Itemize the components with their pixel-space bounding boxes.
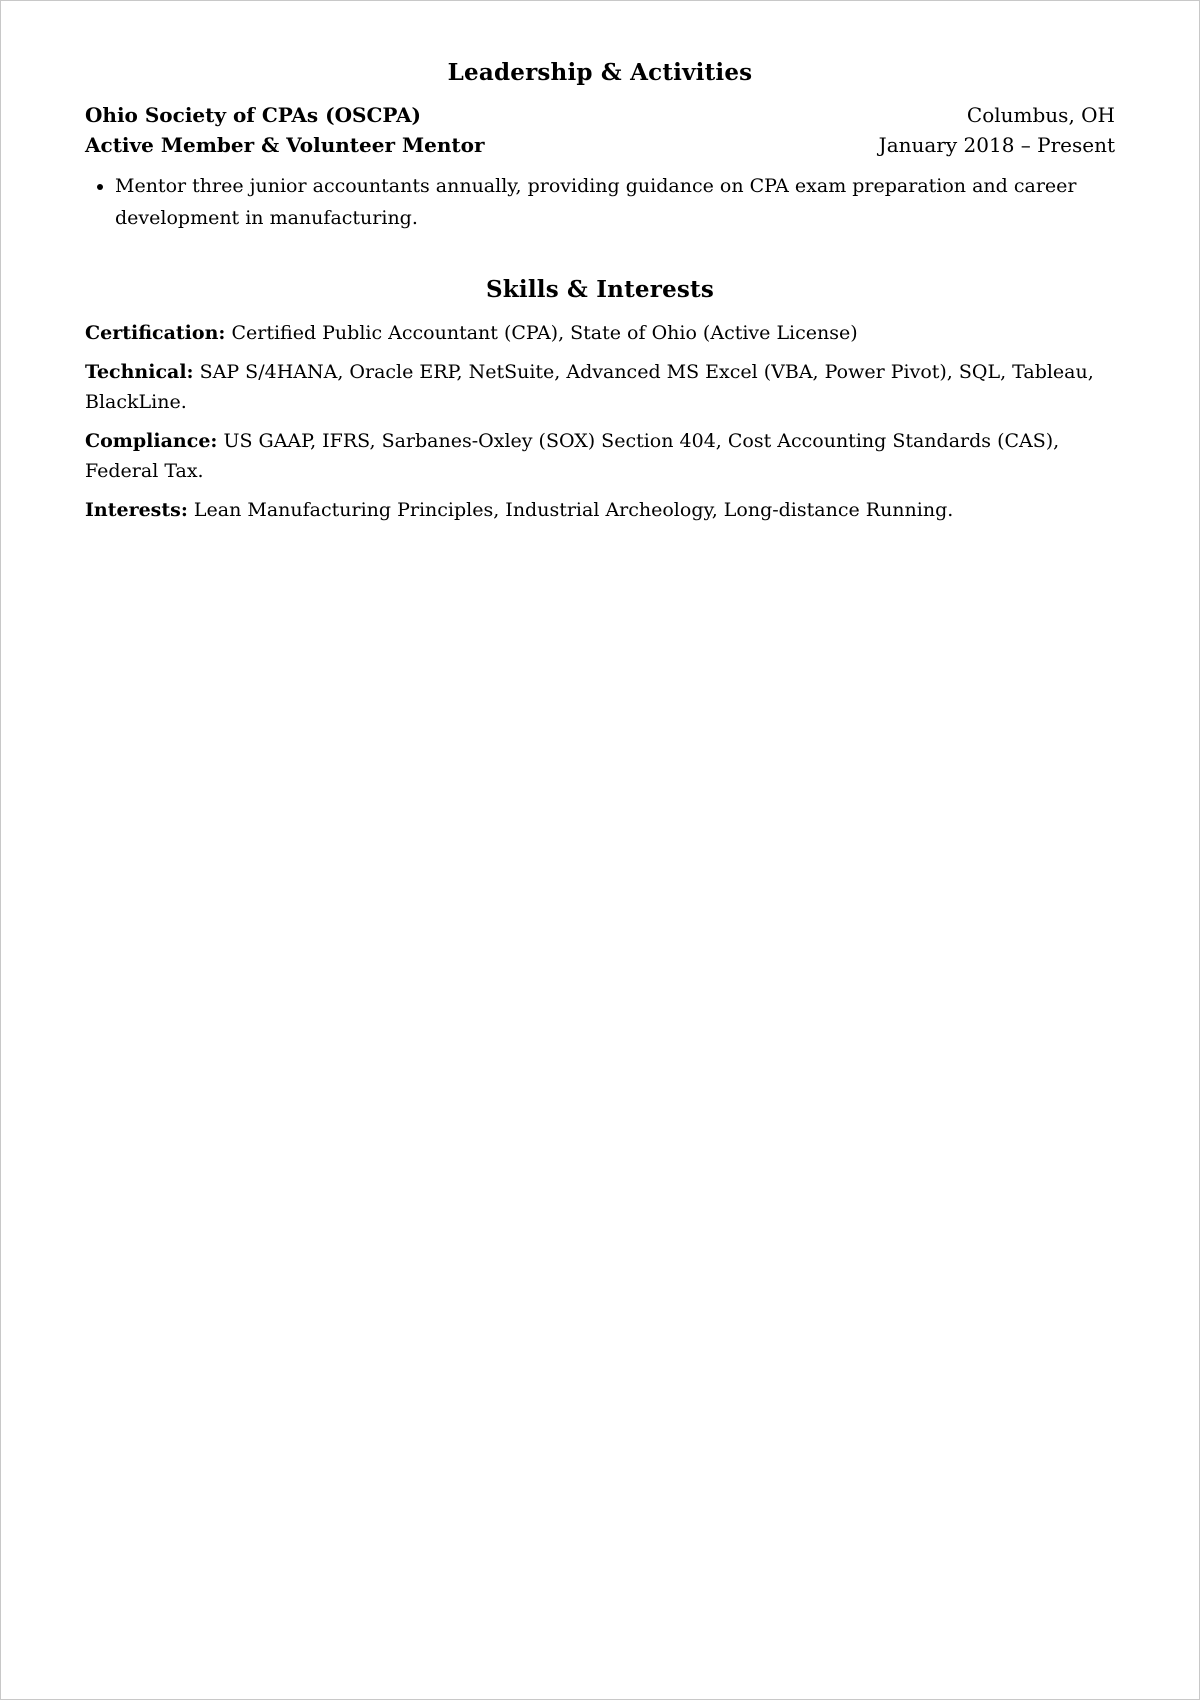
skills-section <box>85 234 1115 525</box>
skill-value: US GAAP, IFRS, Sarbanes-Oxley (SOX) Section 404, Cost Accounting Standards (CAS), Federal Tax. <box>85 430 1060 482</box>
skill-value: Certified Public Accountant (CPA), State of Ohio (Active License) <box>231 322 858 344</box>
leadership-section <box>85 1 1115 234</box>
skill-line-certification <box>85 318 1115 348</box>
entry-bullet-list <box>85 170 1115 234</box>
resume-content <box>85 1 1115 534</box>
entry-header-row <box>85 100 1115 130</box>
skill-label: Compliance: <box>85 430 218 452</box>
skills-list <box>85 318 1115 525</box>
skills-heading: Skills & Interests <box>485 276 715 303</box>
skill-label: Certification: <box>85 322 226 344</box>
skill-label: Technical: <box>85 361 194 383</box>
entry-role-row <box>85 130 1115 160</box>
leadership-heading: Leadership & Activities <box>447 59 753 86</box>
organization-name: Ohio Society of CPAs (OSCPA) <box>85 103 421 127</box>
bullet-item: • Mentor three junior accountants annually, providing guidance on CPA exam preparation and career development in manufacturing. <box>115 170 1115 234</box>
skill-line-compliance <box>85 426 1115 486</box>
skill-label: Interests: <box>85 499 188 521</box>
skill-line-technical <box>85 357 1115 417</box>
role-title: Active Member & Volunteer Mentor <box>85 133 485 157</box>
role-dates: January 2018 – Present <box>878 133 1115 157</box>
skill-line-interests <box>85 495 1115 525</box>
skill-value: SAP S/4HANA, Oracle ERP, NetSuite, Advanced MS Excel (VBA, Power Pivot), SQL, Tableau, BlackLine. <box>85 361 1094 413</box>
organization-location: Columbus, OH <box>966 103 1115 127</box>
skill-value: Lean Manufacturing Principles, Industrial Archeology, Long-distance Running. <box>193 499 954 521</box>
